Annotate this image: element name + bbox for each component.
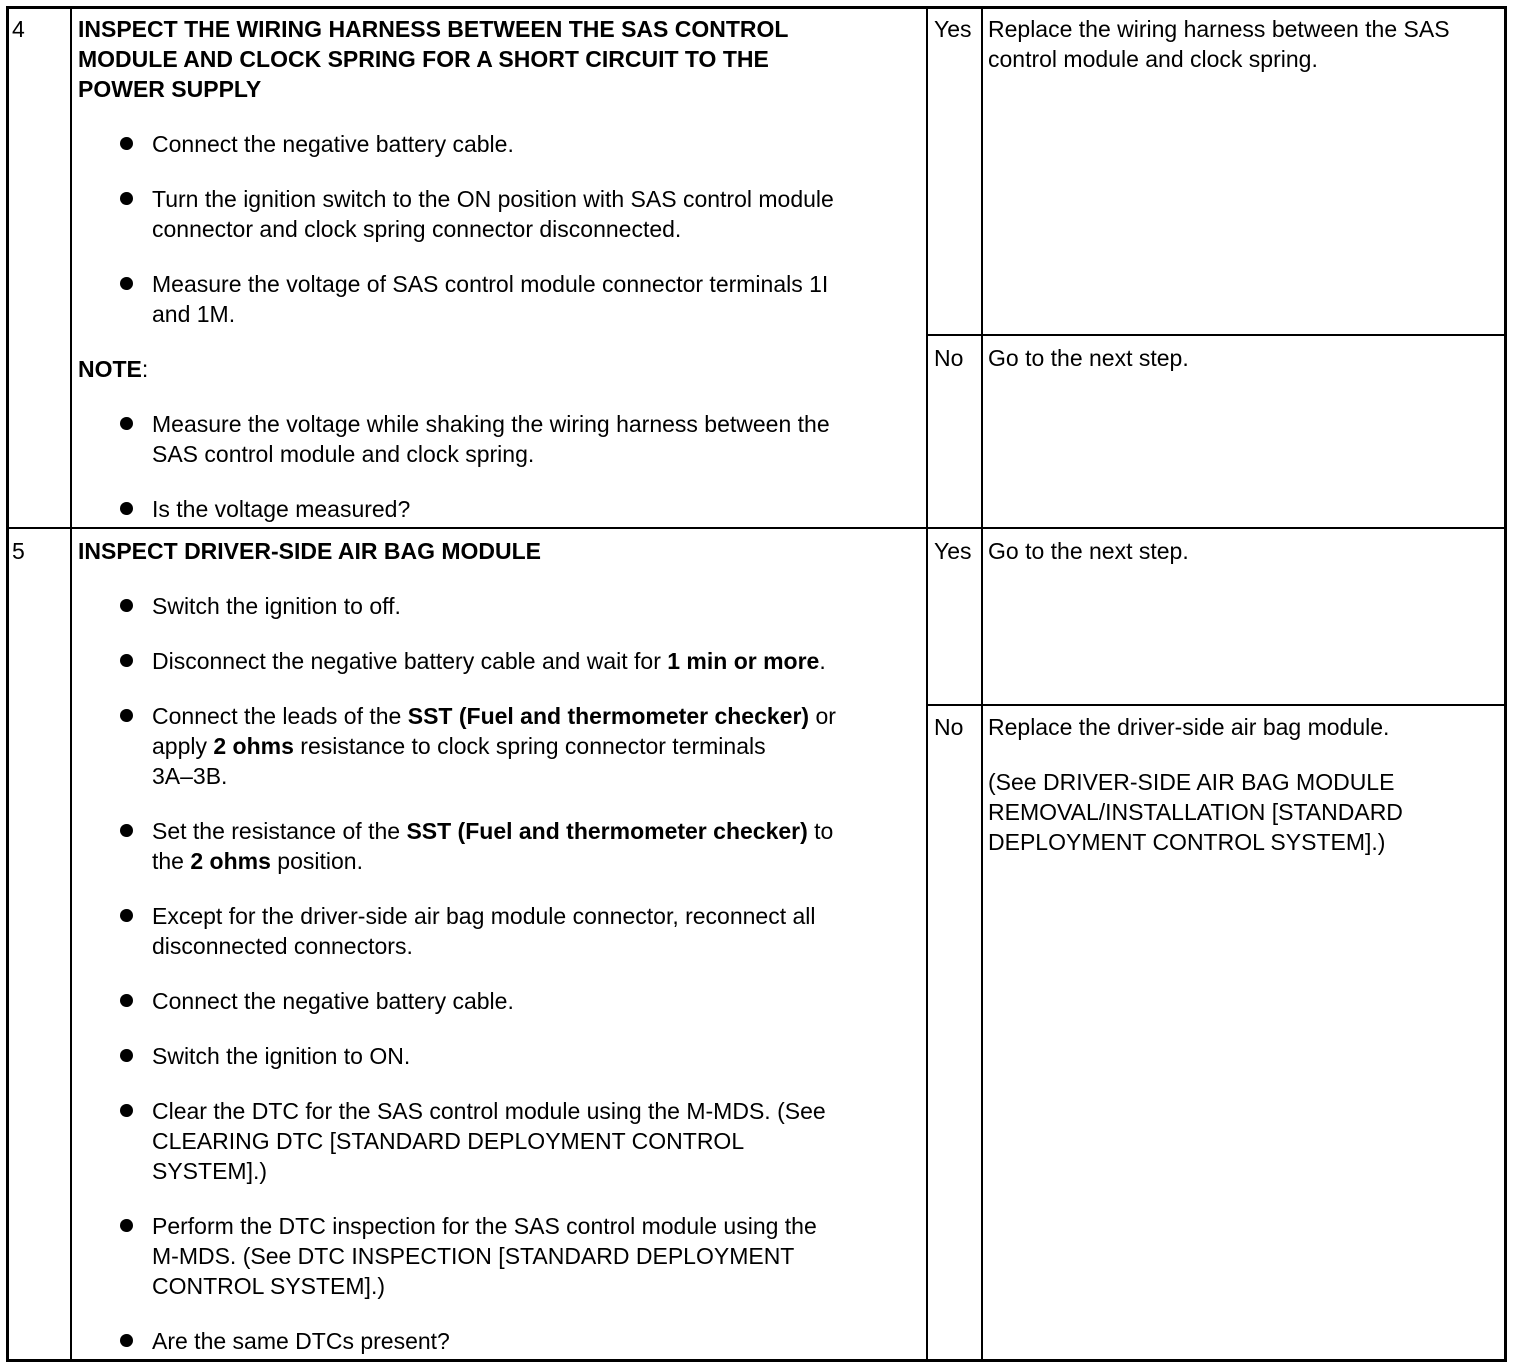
bullet-icon bbox=[120, 417, 133, 430]
bullet-icon bbox=[120, 599, 133, 612]
column-divider-answer bbox=[981, 6, 983, 1362]
answer-yes-result: Replace the wiring harness between the SAS bbox=[988, 16, 1450, 42]
bullet-text: Clear the DTC for the SAS control module using the M-MDS. (See bbox=[152, 1098, 826, 1124]
step-title-line: MODULE AND CLOCK SPRING FOR A SHORT CIRCUIT TO THE bbox=[78, 46, 769, 72]
bullet-text: SAS control module and clock spring. bbox=[152, 441, 535, 467]
bullet-text: the 2 ohms position. bbox=[152, 848, 363, 874]
bullet-text: M-MDS. (See DTC INSPECTION [STANDARD DEPLOYMENT bbox=[152, 1243, 795, 1269]
bullet-text: connector and clock spring connector disconnected. bbox=[152, 216, 682, 242]
answer-no-label: No bbox=[934, 345, 964, 371]
bullet-text: Switch the ignition to off. bbox=[152, 593, 401, 619]
bullet-text: Measure the voltage of SAS control module connector terminals 1I bbox=[152, 271, 829, 297]
step-number: 5 bbox=[12, 538, 25, 564]
bullet-text: Except for the driver-side air bag module connector, reconnect all bbox=[152, 903, 816, 929]
bullet-text: Turn the ignition switch to the ON position with SAS control module bbox=[152, 186, 834, 212]
bullet-text: Switch the ignition to ON. bbox=[152, 1043, 411, 1069]
bullet-text: Are the same DTCs present? bbox=[152, 1328, 450, 1354]
bullet-text: Connect the negative battery cable. bbox=[152, 131, 514, 157]
answer-yes-result: control module and clock spring. bbox=[988, 46, 1318, 72]
bullet-text: Disconnect the negative battery cable and wait for 1 min or more. bbox=[152, 648, 826, 674]
bullet-text: 3A–3B. bbox=[152, 763, 228, 789]
step-number: 4 bbox=[12, 16, 25, 42]
answer-yes-result: Go to the next step. bbox=[988, 538, 1189, 564]
note-label: NOTE: bbox=[78, 356, 149, 382]
answer-no-result: Go to the next step. bbox=[988, 345, 1189, 371]
bullet-text: Measure the voltage while shaking the wiring harness between the bbox=[152, 411, 830, 437]
answer-no-result: Replace the driver-side air bag module. bbox=[988, 714, 1390, 740]
bullet-text: Perform the DTC inspection for the SAS control module using the bbox=[152, 1213, 817, 1239]
row-divider-4-5 bbox=[6, 527, 1507, 529]
bullet-icon bbox=[120, 1334, 133, 1347]
bullet-text: and 1M. bbox=[152, 301, 236, 327]
bullet-icon bbox=[120, 1049, 133, 1062]
bullet-icon bbox=[120, 1104, 133, 1117]
bullet-text: disconnected connectors. bbox=[152, 933, 413, 959]
bullet-text: SYSTEM].) bbox=[152, 1158, 268, 1184]
column-divider-action bbox=[926, 6, 928, 1362]
column-divider-step bbox=[70, 6, 72, 1362]
bullet-icon bbox=[120, 192, 133, 205]
step-title-line: INSPECT DRIVER-SIDE AIR BAG MODULE bbox=[78, 538, 542, 564]
step-title-line: POWER SUPPLY bbox=[78, 76, 262, 102]
answer-yes-label: Yes bbox=[934, 538, 972, 564]
bullet-icon bbox=[120, 654, 133, 667]
bullet-icon bbox=[120, 277, 133, 290]
bullet-text: Connect the leads of the SST (Fuel and thermometer checker) or bbox=[152, 703, 836, 729]
bullet-text: Set the resistance of the SST (Fuel and thermometer checker) to bbox=[152, 818, 834, 844]
bullet-icon bbox=[120, 994, 133, 1007]
bullet-text: Connect the negative battery cable. bbox=[152, 988, 514, 1014]
bullet-icon bbox=[120, 909, 133, 922]
answer-no-label: No bbox=[934, 714, 964, 740]
answer-yes-label: Yes bbox=[934, 16, 972, 42]
answer-divider-row5 bbox=[926, 704, 1507, 706]
bullet-icon bbox=[120, 709, 133, 722]
bullet-text: CONTROL SYSTEM].) bbox=[152, 1273, 385, 1299]
answer-no-reference: (See DRIVER-SIDE AIR BAG MODULE bbox=[988, 769, 1395, 795]
answer-divider-row4 bbox=[926, 334, 1507, 336]
bullet-text: CLEARING DTC [STANDARD DEPLOYMENT CONTROL bbox=[152, 1128, 745, 1154]
bullet-text: apply 2 ohms resistance to clock spring connector terminals bbox=[152, 733, 766, 759]
step-title-line: INSPECT THE WIRING HARNESS BETWEEN THE SAS CONTROL bbox=[78, 16, 789, 42]
bullet-icon bbox=[120, 137, 133, 150]
answer-no-reference: DEPLOYMENT CONTROL SYSTEM].) bbox=[988, 829, 1386, 855]
bullet-text: Is the voltage measured? bbox=[152, 496, 411, 522]
bullet-icon bbox=[120, 1219, 133, 1232]
bullet-icon bbox=[120, 502, 133, 515]
bullet-icon bbox=[120, 824, 133, 837]
answer-no-reference: REMOVAL/INSTALLATION [STANDARD bbox=[988, 799, 1403, 825]
